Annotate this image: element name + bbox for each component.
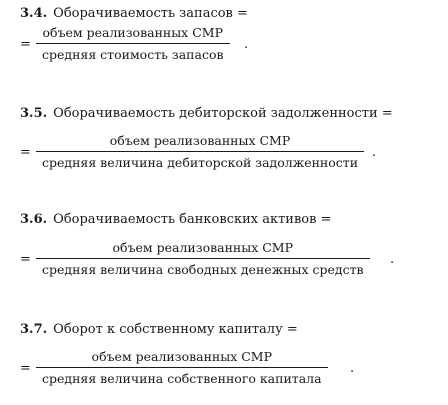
denominator: средняя величина собственного капитала	[42, 371, 322, 386]
denominator: средняя величина дебиторской задолженности	[42, 155, 359, 170]
formula-title: Оборачиваемость запасов =	[53, 6, 248, 21]
formula-heading	[20, 212, 331, 227]
equals-sign: =	[20, 252, 31, 267]
numerator: объем реализованных СМР	[42, 25, 223, 40]
formula-heading	[20, 6, 248, 21]
numerator: объем реализованных СМР	[91, 349, 273, 364]
formula-number: 3.5.	[20, 106, 48, 121]
fraction	[36, 240, 370, 277]
formula-number: 3.4.	[20, 6, 48, 21]
denominator: средняя стоимость запасов	[42, 47, 224, 62]
equals-sign: =	[20, 361, 31, 376]
fraction	[36, 349, 328, 386]
fraction	[36, 25, 230, 62]
formula-title: Оборачиваемость банковских активов =	[53, 212, 332, 227]
formula-title: Оборот к собственному капиталу =	[53, 322, 298, 337]
end-period: .	[390, 252, 395, 267]
formula-heading	[20, 322, 298, 337]
numerator: объем реализованных СМР	[109, 133, 291, 148]
end-period: .	[372, 145, 377, 160]
denominator: средняя величина свободных денежных средств	[42, 262, 364, 277]
fraction	[36, 133, 364, 170]
numerator: объем реализованных СМР	[112, 240, 293, 255]
equals-sign: =	[20, 145, 31, 160]
end-period: .	[350, 361, 355, 376]
end-period: .	[244, 37, 249, 52]
formula-number: 3.7.	[20, 322, 48, 337]
equals-sign: =	[20, 37, 31, 52]
formula-number: 3.6.	[20, 212, 48, 227]
formula-title: Оборачиваемость дебиторской задолженности =	[53, 106, 393, 121]
formula-heading	[20, 106, 393, 121]
